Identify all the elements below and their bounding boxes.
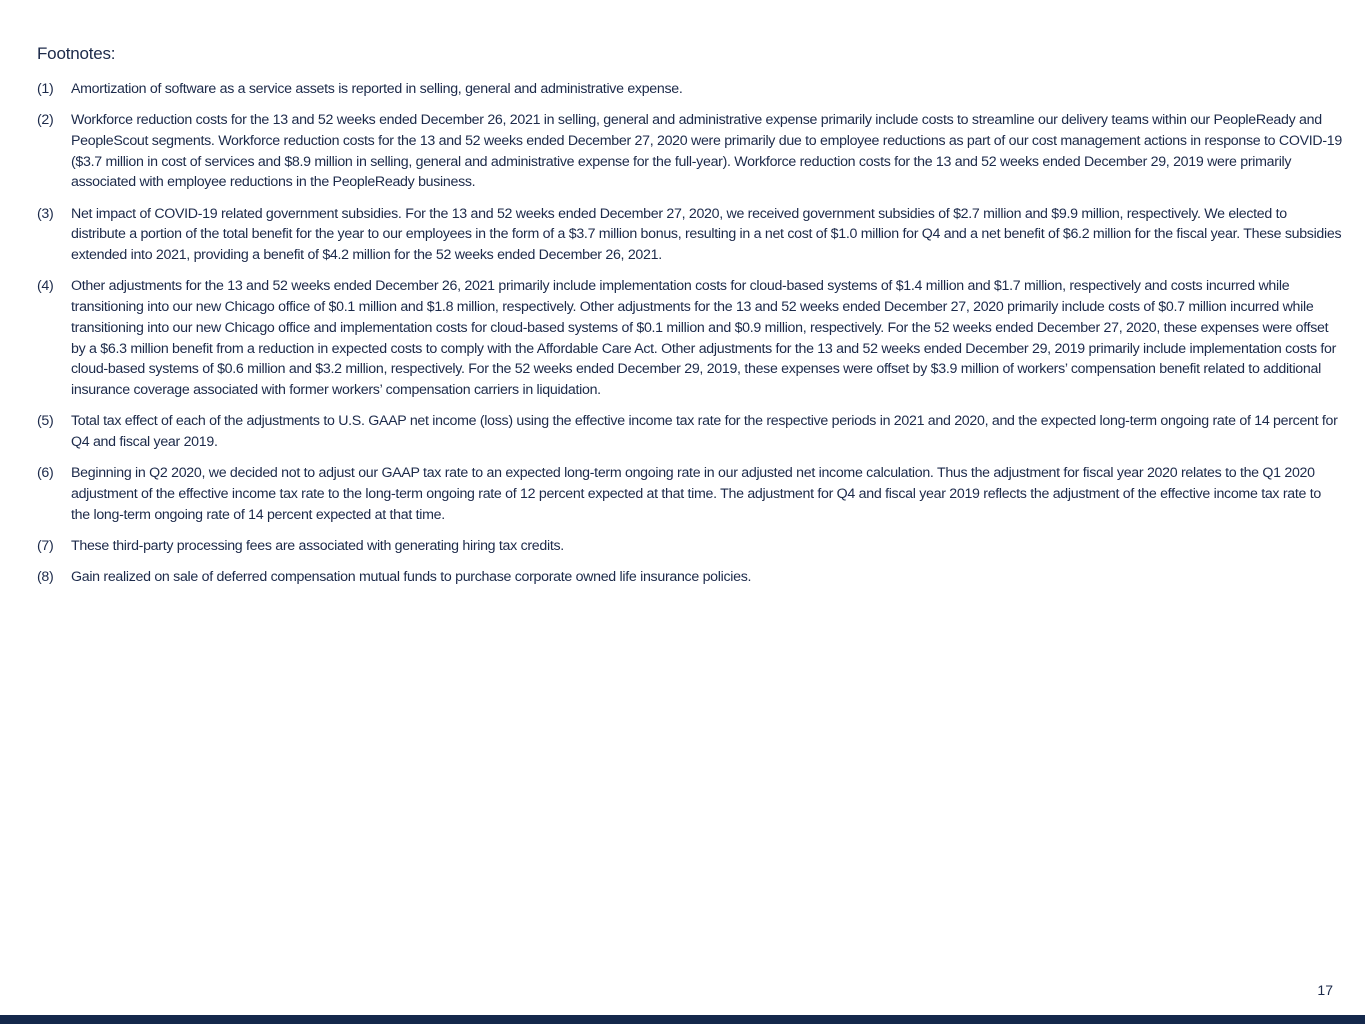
footnote-number: (2) xyxy=(37,112,54,129)
footnote-number: (5) xyxy=(37,413,54,430)
footnote-number: (7) xyxy=(37,537,54,554)
footnote-item xyxy=(37,411,1342,452)
footnote-item xyxy=(37,110,1342,193)
footnote-number: (8) xyxy=(37,569,54,586)
footnote-text: Workforce reduction costs for the 13 and 52 weeks ended December 26, 2021 in selling, general and administrative expense primarily include costs to streamline our delivery teams within our PeopleReady and PeopleScout segments. Workforce reduction costs for the 13 and 52 weeks ended December 27, 2020 were primarily due to employee reductions as part of our cost management actions in response to COVID-19 ($3.7 million in cost of services and $8.9 million in selling, general and administrative expense for the full-year). Workforce reduction costs for the 13 and 52 weeks ended December 29, 2019 were primarily associated with employee reductions in the PeopleReady business. xyxy=(71,112,1342,191)
footnote-item xyxy=(37,79,1342,100)
footnote-number: (6) xyxy=(37,465,54,482)
footnote-item xyxy=(37,276,1342,400)
footnote-text: Net impact of COVID-19 related government subsidies. For the 13 and 52 weeks ended December 27, 2020, we received government subsidies of $2.7 million and $9.9 million, respectively. We elected to distribute a portion of the total benefit for the year to our employees in the form of a $3.7 million bonus, resulting in a net cost of $1.0 million for Q4 and a net benefit of $6.2 million for the fiscal year. These subsidies extended into 2021, providing a benefit of $4.2 million for the 52 weeks ended December 26, 2021. xyxy=(71,205,1342,264)
page-number: 17 xyxy=(1317,982,1333,998)
footnotes-heading: Footnotes: xyxy=(37,44,116,63)
footnote-number: (1) xyxy=(37,81,54,97)
footnote-item xyxy=(37,536,1342,557)
footnote-number: (3) xyxy=(37,205,54,222)
footnote-text: Gain realized on sale of deferred compensation mutual funds to purchase corporate owned life insurance policies. xyxy=(71,569,752,586)
footer-bar xyxy=(0,1015,1365,1024)
footnote-text: Amortization of software as a service assets is reported in selling, general and administrative expense. xyxy=(71,81,683,97)
footnote-number: (4) xyxy=(37,278,54,295)
footnote-text: Total tax effect of each of the adjustments to U.S. GAAP net income (loss) using the effective income tax rate for the respective periods in 2021 and 2020, and the expected long-term ongoing rate of 14 percent for Q4 and fiscal year 2019. xyxy=(71,413,1338,450)
footnote-text: Beginning in Q2 2020, we decided not to adjust our GAAP tax rate to an expected long-term ongoing rate in our adjusted net income calculation. Thus the adjustment for fiscal year 2020 relates to the Q1 2020 adjustment of the effective income tax rate to the long-term ongoing rate of 12 percent expected at that time. The adjustment for Q4 and fiscal year 2019 reflects the adjustment of the effective income tax rate to the long-term ongoing rate of 14 percent expected at that time. xyxy=(71,465,1321,523)
footnote-item xyxy=(37,567,1342,588)
footnote-item xyxy=(37,204,1342,266)
footnote-text: Other adjustments for the 13 and 52 weeks ended December 26, 2021 primarily include implementation costs for cloud-based systems of $1.4 million and $1.7 million, respectively and costs incurred while transitioning into our new Chicago office of $0.1 million and $1.8 million, respectively. Other adjustments for the 13 and 52 weeks ended December 27, 2020 primarily include costs of $0.7 million incurred while transitioning into our new Chicago office and implementation costs for cloud-based systems of $0.1 million and $0.9 million, respectively. For the 52 weeks ended December 27, 2020, these expenses were offset by a $6.3 million benefit from a reduction in expected costs to comply with the Affordable Care Act. Other adjustments for the 13 and 52 weeks ended December 29, 2019 primarily include implementation costs for cloud-based systems of $0.6 million and $3.2 million, respectively. For the 52 weeks ended December 29, 2019, these expenses were offset by $3.9 million of workers’ compensation benefit related to additional insurance coverage associated with former workers’ compensation carriers in liquidation. xyxy=(71,278,1337,398)
footnote-text: These third-party processing fees are associated with generating hiring tax credits. xyxy=(71,537,564,554)
footnote-item xyxy=(37,463,1342,525)
footnotes-list xyxy=(37,79,1342,599)
